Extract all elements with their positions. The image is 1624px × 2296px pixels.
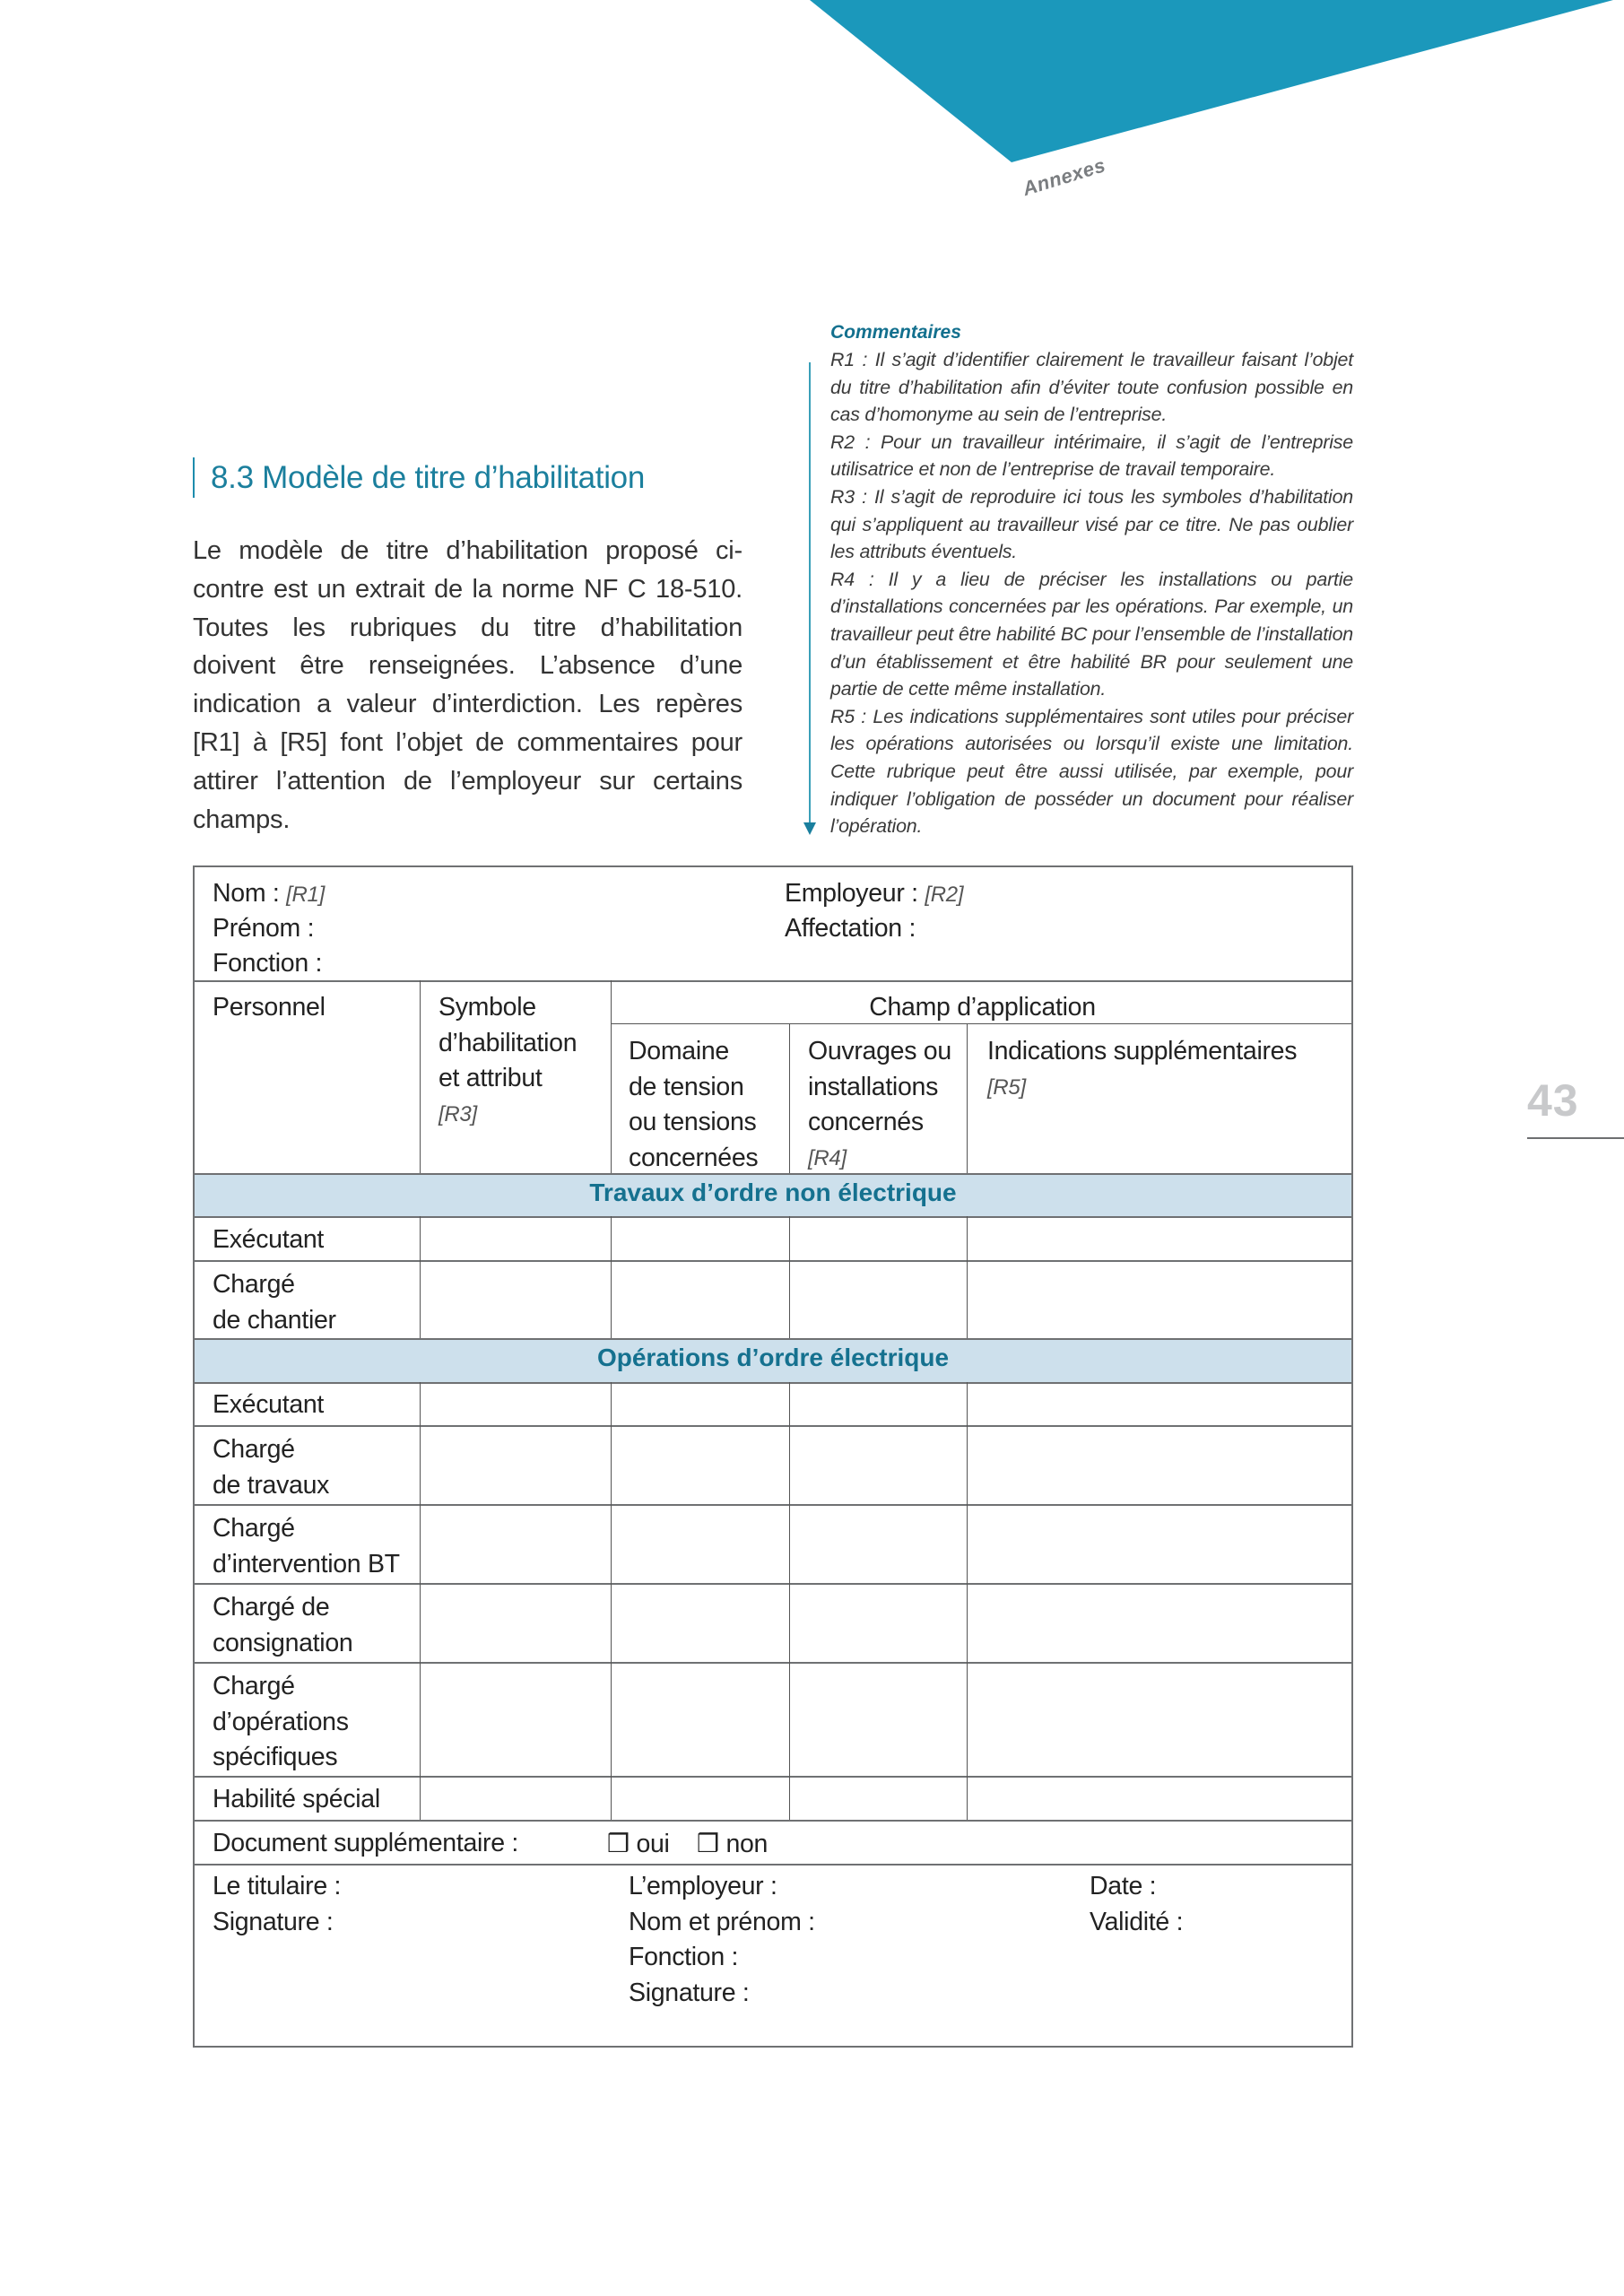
signature-date-block <box>1090 1869 1183 1940</box>
checkbox-non[interactable] <box>697 1826 768 1863</box>
divider <box>195 1776 1351 1778</box>
field-affectation[interactable]: Affectation : <box>785 914 916 943</box>
field-employeur-fonction[interactable]: Fonction : <box>629 1943 739 1971</box>
row-label-line: consignation <box>213 1628 353 1657</box>
col-symbole-line: d’habilitation <box>439 1028 578 1057</box>
row-label: Exécutant <box>213 1225 325 1254</box>
col-divider <box>789 1023 790 1173</box>
intro-paragraph: Le modèle de titre d’habilitation proposé ci-contre est un extrait de la norme NF C 18-510. Toutes les rubriques du titre d’habilitation doivent être renseignées. L’absence d’une indication a valeur d’interdiction. Les repères [R1] à [R5] font l’objet de commentaires pour attirer l’attention de l’employeur sur certains champs. <box>193 536 743 834</box>
field-employeur[interactable] <box>785 876 963 913</box>
divider <box>195 1583 1351 1585</box>
comments-block <box>830 319 1353 840</box>
comment-r3: R3 : Il s’agit de reproduire ici tous les symboles d’habilitation qui s’appliquent au travailleur visé par ce titre. Ne pas oublier les attributs éventuels. <box>830 485 1353 563</box>
field-employeur-signature[interactable]: Signature : <box>629 1978 750 2007</box>
divider <box>195 1173 1351 1175</box>
col-symbole <box>439 990 577 1132</box>
ref-r5: [R5] <box>987 1074 1026 1100</box>
signature-titulaire-block <box>213 1869 341 1940</box>
row-label <box>213 1511 400 1582</box>
col-domaine <box>629 1034 758 1176</box>
divider <box>195 1216 1351 1218</box>
comment-r2: R2 : Pour un travailleur intérimaire, il s’agit de l’entreprise utilisatrice et non de l’entreprise de travail temporaire. <box>830 430 1353 481</box>
divider <box>195 1504 1351 1506</box>
ref-r4: [R4] <box>808 1145 847 1170</box>
divider <box>195 1864 1351 1866</box>
field-prenom[interactable]: Prénom : <box>213 914 315 943</box>
field-titulaire-signature[interactable]: Signature : <box>213 1907 334 1936</box>
row-label <box>213 1432 329 1503</box>
page-title: 8.3 Modèle de titre d’habilitation <box>193 457 645 498</box>
col-ouvrages-line: Ouvrages ou <box>808 1037 951 1065</box>
ref-r1: [R1] <box>286 883 325 907</box>
col-ouvrages-line: concernés <box>808 1108 924 1136</box>
checkbox-non-label: non <box>725 1830 769 1858</box>
col-divider <box>967 1216 968 1338</box>
document-supp-label: Document supplémentaire : <box>213 1829 519 1857</box>
section-label: Annexes <box>1020 153 1108 201</box>
row-label-line: Chargé <box>213 1270 295 1299</box>
checkbox-icon: ❒ <box>607 1830 630 1857</box>
row-label <box>213 1267 336 1338</box>
ref-r3: [R3] <box>439 1101 477 1126</box>
divider <box>195 1820 1351 1822</box>
row-label-line: Chargé de <box>213 1593 330 1622</box>
col-divider <box>420 980 421 1173</box>
row-label <box>213 1669 349 1776</box>
col-divider <box>789 1216 790 1338</box>
field-fonction[interactable]: Fonction : <box>213 949 323 978</box>
checkbox-icon: ❒ <box>697 1830 719 1857</box>
field-validite[interactable]: Validité : <box>1090 1907 1184 1936</box>
checkbox-oui[interactable] <box>607 1826 670 1863</box>
col-domaine-line: ou tensions <box>629 1108 757 1136</box>
habilitation-form <box>193 865 1353 2048</box>
signature-employeur-block <box>629 1869 815 2011</box>
col-symbole-line: et attribut <box>439 1064 543 1092</box>
section-title-non-electrique: Travaux d’ordre non électrique <box>589 1178 957 1206</box>
divider <box>195 1260 1351 1262</box>
row-label-line: d’opérations <box>213 1707 349 1736</box>
section-title-electrique: Opérations d’ordre électrique <box>596 1344 950 1371</box>
row-label: Habilité spécial <box>213 1785 380 1813</box>
row-label-line: de travaux <box>213 1470 330 1500</box>
col-ouvrages <box>808 1034 951 1176</box>
col-ouvrages-line: installations <box>808 1072 939 1101</box>
divider <box>195 1382 1351 1384</box>
ref-r2: [R2] <box>925 883 964 907</box>
divider <box>195 1338 1351 1340</box>
col-divider <box>611 1382 612 1820</box>
divider <box>195 980 1351 982</box>
banner-shape <box>810 0 1613 162</box>
col-champ-application: Champ d’application <box>869 993 1096 1022</box>
row-label-line: Chargé <box>213 1514 295 1543</box>
col-indications <box>987 1034 1297 1105</box>
col-divider <box>789 1382 790 1820</box>
row-label-line: Chargé <box>213 1672 295 1700</box>
row-label-line: spécifiques <box>213 1743 338 1771</box>
comments-title: Commentaires <box>830 322 961 343</box>
field-titulaire[interactable]: Le titulaire : <box>213 1872 342 1900</box>
field-nom[interactable] <box>213 876 325 913</box>
field-employeur-label: Employeur : <box>785 879 918 908</box>
row-label-line: Chargé <box>213 1435 295 1464</box>
col-domaine-line: Domaine <box>629 1037 729 1065</box>
col-divider <box>967 1382 968 1820</box>
row-label <box>213 1590 352 1661</box>
page-number: 43 <box>1527 1075 1579 1126</box>
checkbox-oui-label: oui <box>636 1830 670 1858</box>
divider <box>195 1662 1351 1664</box>
col-divider <box>611 1216 612 1338</box>
page-number-rule <box>1527 1137 1624 1139</box>
field-employeur-sig[interactable]: L’employeur : <box>629 1872 777 1900</box>
comment-r1: R1 : Il s’agit d’identifier clairement le travailleur faisant l’objet du titre d’habilitation afin d’éviter toute confusion possible en cas d’homonyme au sein de l’entreprise. <box>830 349 1353 426</box>
comment-r5: R5 : Les indications supplémentaires sont utiles pour préciser les opérations autorisées ou lorsqu’il existe une limitation. Cette rubrique peut être aussi utilisée, par exemple, pour indiquer l’obligation de posséder un document pour réaliser l’opération. <box>830 705 1353 838</box>
row-label: Exécutant <box>213 1390 325 1419</box>
col-divider <box>611 980 612 1173</box>
col-indications-label: Indications supplémentaires <box>987 1037 1298 1065</box>
col-divider <box>967 1023 968 1173</box>
divider <box>611 1023 1351 1024</box>
row-label-line: d’intervention BT <box>213 1549 400 1578</box>
col-domaine-line: de tension <box>629 1072 744 1101</box>
row-label-line: de chantier <box>213 1305 336 1335</box>
comment-arrow-line <box>809 362 811 824</box>
col-divider <box>420 1382 421 1820</box>
col-symbole-line: Symbole <box>439 993 536 1022</box>
divider <box>195 1425 1351 1427</box>
field-date[interactable]: Date : <box>1090 1872 1157 1900</box>
col-personnel: Personnel <box>213 993 326 1022</box>
header-banner <box>0 0 1624 179</box>
col-divider <box>420 1216 421 1338</box>
field-nom-prenom[interactable]: Nom et prénom : <box>629 1907 815 1936</box>
arrow-down-icon <box>803 822 816 835</box>
field-nom-label: Nom : <box>213 879 280 908</box>
col-domaine-line: concernées <box>629 1143 759 1172</box>
comment-r4: R4 : Il y a lieu de préciser les installations ou partie d’installations concernées par les opérations. Par exemple, un travailleur peut être habilité BC pour l’ensemble de l’installation d’un établissement et être habilité BR pour seulement une partie de cette même installation. <box>830 568 1353 700</box>
